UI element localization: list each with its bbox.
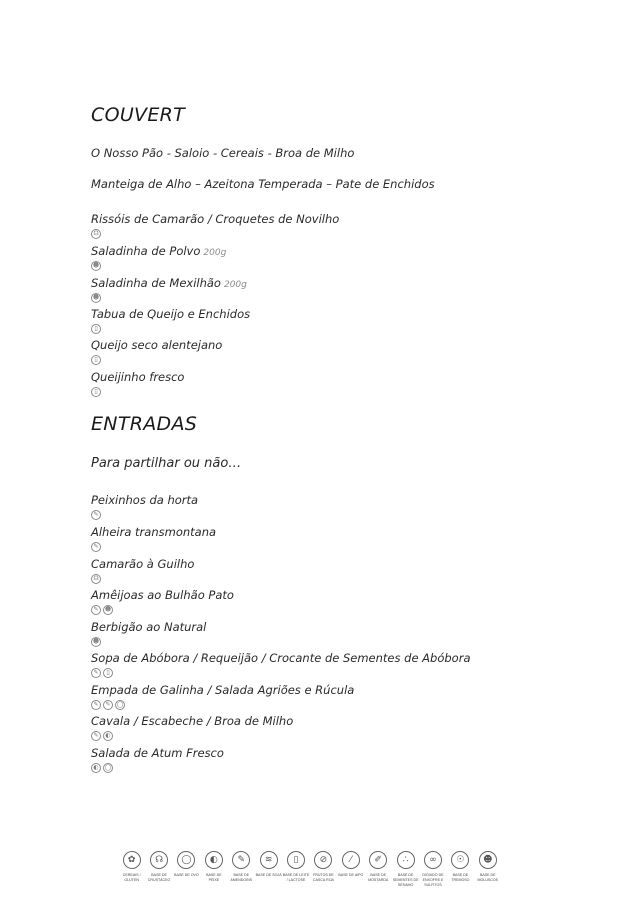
cereais-gluten-icon: ✿ [123,851,141,869]
entradas-subtitle: Para partilhar ou não… [91,456,242,471]
peixe-icon: ◐ [205,851,223,869]
menu-item [91,366,184,397]
item-name: Tabua de Queijo e Enchidos [91,307,251,321]
crustaceo-icon: ☊ [91,574,101,584]
ovo-icon: ◯ [116,701,124,708]
menu-item [91,272,247,303]
allergen-icons [91,261,226,271]
item-name: Amêijoas ao Bulhão Pato [91,588,234,602]
ovo-icon: ◯ [104,764,112,771]
allergen-icons [91,700,354,710]
leite-icon: ▯ [91,387,101,397]
allergen-legend [118,851,501,888]
amendoins-icon: ✎ [232,851,250,869]
item-weight: 200g [203,248,227,258]
couvert-bread-line: O Nosso Pão - Saloio - Cereais - Broa de Milho [91,146,355,160]
couvert-spreads-line: Manteiga de Alho – Azeitona Temperada – Pate de Enchidos [91,177,435,191]
menu-item [91,616,206,647]
allergen-icons [91,355,222,365]
frutos-casca-rija-icon: ⊘ [314,851,332,869]
allergen-icons [91,637,206,647]
menu-item [91,303,250,334]
legend-item [474,851,501,888]
legend-label: BASE DE CRUSTÁCEO [147,873,171,882]
menu-item [91,240,226,271]
menu-item [91,710,293,741]
legend-item [200,851,227,888]
peixe-icon: ◐ [91,763,101,773]
legend-item [365,851,392,888]
legend-label: BASE DE TREMOSO [451,873,470,882]
item-name: Queijo seco alentejano [91,338,223,352]
tremoso-icon: ☉ [451,851,469,869]
cereais-icon: ✎ [91,668,101,678]
leite-icon: ▯ [91,355,101,365]
cereais-icon: ✎ [91,605,101,615]
legend-item [228,851,255,888]
moluscos-icon: ☻ [104,606,112,613]
item-name: Saladinha de Polvo [91,244,201,258]
item-name: Camarão à Guilho [91,557,195,571]
menu-item [91,647,471,678]
menu-item [91,584,234,615]
menu-item [91,334,222,365]
item-name: Rissóis de Camarão / Croquetes de Novilho [91,212,340,226]
legend-label: BASE DE AMENDOINS [230,873,253,882]
legend-label: BASE DE PEIXE [206,873,222,882]
mostarda-icon: ✐ [369,851,387,869]
aipo-icon: ⁄ [342,851,360,869]
legend-label: BASE DE MOSTARDA [368,873,389,882]
section-title-couvert: COUVERT [91,104,186,126]
allergen-icons [91,510,198,520]
item-name: Empada de Galinha / Salada Agriões e Rúcula [91,683,355,697]
allergen-icons [91,542,216,552]
ovo-icon: ◯ [177,851,195,869]
menu-item [91,208,339,239]
moluscos-icon: ☻ [92,638,100,645]
allergen-icons [91,293,247,303]
moluscos-icon: ☻ [92,262,100,269]
leite-icon: ▯ [103,668,113,678]
menu-item [91,742,224,773]
item-name: Queijinho fresco [91,370,185,384]
moluscos-icon: ☻ [92,294,100,301]
legend-item [310,851,337,888]
legend-item [337,851,364,888]
cereais-icon: ✎ [91,700,101,710]
allergen-icons [91,324,250,334]
legend-item [282,851,309,888]
crustaceo-icon: ☊ [91,229,101,239]
legend-item [419,851,446,888]
item-weight: 200g [223,280,247,290]
menu-item [91,521,216,552]
allergen-icons [91,229,339,239]
cereais-icon: ✎ [91,510,101,520]
allergen-icons [91,731,293,741]
peixe-icon: ◐ [103,731,113,741]
legend-label: BASE DE LEITE / LACTOSE [282,873,310,882]
item-name: Alheira transmontana [91,525,217,539]
allergen-icons [91,668,471,678]
allergen-icons [91,387,184,397]
cereais-icon: ✎ [91,542,101,552]
leite-icon: ▯ [287,851,305,869]
legend-item [173,851,200,888]
menu-item [91,679,354,710]
cereais-icon: ✎ [103,700,113,710]
menu-item [91,489,198,520]
item-name: Berbigão ao Natural [91,620,207,634]
cereais-icon: ✎ [91,731,101,741]
legend-label: CEREAIS / GLUTEN [122,873,141,882]
legend-label: BASE DE AIPO [338,873,364,877]
legend-label: FRUTOS DE CASCA RIJA [312,873,334,882]
crustaceo-icon: ☊ [150,851,168,869]
item-name: Cavala / Escabeche / Broa de Milho [91,714,294,728]
legend-label: BASE DE MOLUSCOS [477,873,499,882]
legend-item [447,851,474,888]
legend-label: BASE DE OVO [174,873,199,877]
legend-item [145,851,172,888]
allergen-icons [91,605,234,615]
legend-item [255,851,282,888]
legend-item [118,851,145,888]
soja-icon: ≋ [260,851,278,869]
legend-label: BASE DE SOJA [255,873,282,877]
item-name: Sopa de Abóbora / Requeijão / Crocante de Sementes de Abóbora [91,651,471,665]
item-name: Saladinha de Mexilhão [91,276,221,290]
item-name: Peixinhos da horta [91,493,199,507]
menu-item [91,553,194,584]
sulfitos-icon: ∞ [424,851,442,869]
allergen-icons [91,574,194,584]
section-title-entradas: ENTRADAS [91,413,198,435]
legend-label: DIÓXIDO DE ENXOFRE E SULFITOS [422,873,444,887]
legend-label: BASE DE SEMENTES DE SÉSAMO [392,873,419,887]
moluscos-icon: ☻ [479,851,497,869]
legend-item [392,851,419,888]
sesamo-icon: ∴ [397,851,415,869]
leite-icon: ▯ [91,324,101,334]
item-name: Salada de Atum Fresco [91,746,224,760]
allergen-icons [91,763,224,773]
